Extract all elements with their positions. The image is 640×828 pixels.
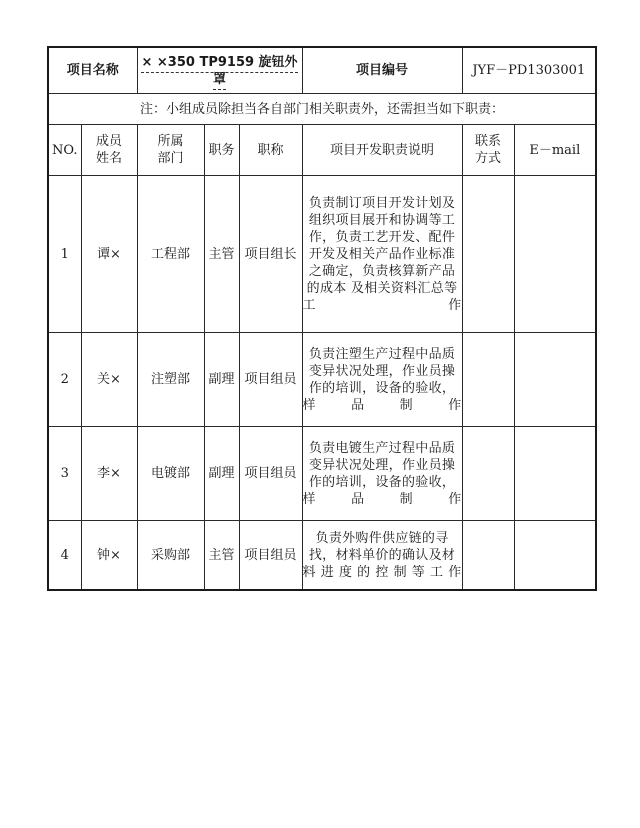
table-row bbox=[48, 427, 596, 521]
col-title: 职称 bbox=[239, 125, 302, 176]
table-row bbox=[48, 176, 596, 333]
row-email bbox=[514, 333, 596, 427]
col-email: E－mail bbox=[514, 125, 596, 176]
row-desc: 负责制订项目开发计划及组织项目展开和协调等工作，负责工艺开发、配件开发及相关产品作业标准之确定，负责核算新产品的成本 及相关资料汇总等工作 bbox=[302, 176, 462, 333]
row-dept: 采购部 bbox=[137, 521, 204, 591]
row-desc: 负责注塑生产过程中品质变异状况处理，作业员操作的培训，设备的验收，样品制作 bbox=[302, 333, 462, 427]
col-dept bbox=[137, 125, 204, 176]
project-no-label: 项目编号 bbox=[302, 47, 462, 94]
col-no: NO. bbox=[48, 125, 81, 176]
col-duty: 职务 bbox=[204, 125, 239, 176]
row-title: 项目组长 bbox=[239, 176, 302, 333]
row-title: 项目组员 bbox=[239, 333, 302, 427]
row-email bbox=[514, 521, 596, 591]
column-header-row bbox=[48, 125, 596, 176]
row-title: 项目组员 bbox=[239, 521, 302, 591]
row-dept: 电镀部 bbox=[137, 427, 204, 521]
row-contact bbox=[462, 333, 514, 427]
note-text: 注：小组成员除担当各自部门相关职责外，还需担当如下职责： bbox=[48, 94, 596, 125]
row-desc: 负责电镀生产过程中品质变异状况处理，作业员操作的培训，设备的验收，样品制作 bbox=[302, 427, 462, 521]
col-name-text: 成员姓名 bbox=[95, 134, 122, 166]
table-row bbox=[48, 521, 596, 591]
col-contact bbox=[462, 125, 514, 176]
header-row bbox=[48, 47, 596, 94]
row-name: 钟× bbox=[81, 521, 137, 591]
responsibility-sheet bbox=[47, 46, 595, 591]
row-contact bbox=[462, 521, 514, 591]
project-team-table bbox=[47, 46, 597, 591]
row-duty: 主管 bbox=[204, 521, 239, 591]
col-dept-text: 所属部门 bbox=[157, 134, 184, 166]
row-email bbox=[514, 427, 596, 521]
col-desc: 项目开发职责说明 bbox=[302, 125, 462, 176]
row-duty: 副理 bbox=[204, 427, 239, 521]
row-dept: 注塑部 bbox=[137, 333, 204, 427]
row-title: 项目组员 bbox=[239, 427, 302, 521]
row-no: 2 bbox=[48, 333, 81, 427]
col-name bbox=[81, 125, 137, 176]
row-name: 关× bbox=[81, 333, 137, 427]
project-name-value bbox=[137, 47, 302, 94]
row-no: 1 bbox=[48, 176, 81, 333]
project-name-label: 项目名称 bbox=[48, 47, 137, 94]
row-name: 李× bbox=[81, 427, 137, 521]
row-desc: 负责外购件供应链的寻找，材料单价的确认及材料进度的控制等工作 bbox=[302, 521, 462, 591]
project-no-value: JYF－PD1303001 bbox=[462, 47, 596, 94]
row-email bbox=[514, 176, 596, 333]
note-row bbox=[48, 94, 596, 125]
row-duty: 主管 bbox=[204, 176, 239, 333]
row-contact bbox=[462, 176, 514, 333]
col-contact-text: 联系方式 bbox=[475, 134, 502, 166]
row-no: 3 bbox=[48, 427, 81, 521]
row-dept: 工程部 bbox=[137, 176, 204, 333]
row-no: 4 bbox=[48, 521, 81, 591]
row-duty: 副理 bbox=[204, 333, 239, 427]
table-row bbox=[48, 333, 596, 427]
project-name-text: × ×350 TP9159 旋钮外罩 bbox=[141, 55, 297, 90]
row-contact bbox=[462, 427, 514, 521]
row-name: 谭× bbox=[81, 176, 137, 333]
